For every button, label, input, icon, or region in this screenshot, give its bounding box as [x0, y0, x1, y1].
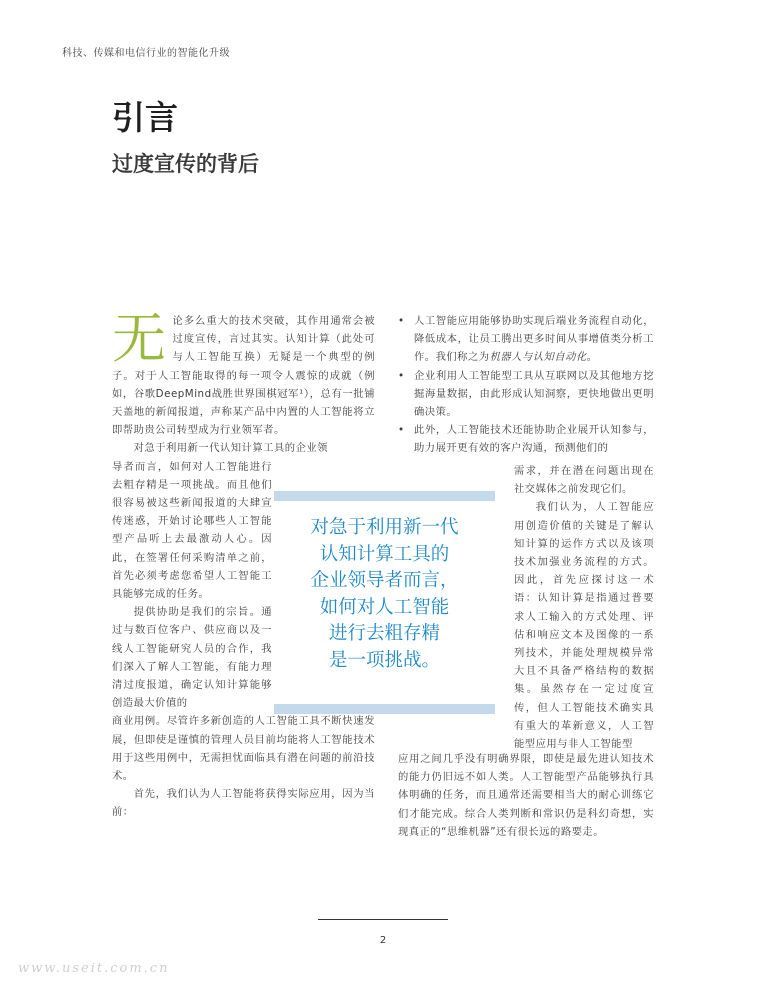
right-column-bullets: [398, 312, 654, 458]
pull-quote-rule-top: [274, 491, 495, 501]
pull-quote-line: 对急于利用新一代: [310, 517, 459, 538]
paragraph-3-body: 提供协助是我们的宗旨。通过与数百位客户、供应商以及一线人工智能研究人员的合作，我们深入了解人工智能，有能力理清过度报道，确定认知计算能够创造最大价值的: [112, 606, 272, 710]
watermark: www.useit.com.cn: [18, 961, 170, 976]
bullet-item: • 企业利用人工智能型工具从互联网以及其他地方挖掘海量数据，由此形成认知洞察，更快地做出更明确决策。: [398, 367, 654, 422]
pull-quote-text: [274, 515, 495, 674]
intro-text: 论多么重大的技术突破，其作用通常会被过度宣传，言过其实。认知计算（此处可与人工智能互换）无疑是一个典型的例子。对于人工智能取得的每一项令人震惊的成就（例如，谷歌DeepMind战胜世界围棋冠军¹），总有一批铺天盖地的新闻报道，声称某产品中内置的人工智能将立即帮助贵公司转型成为行业领军者。: [112, 315, 375, 437]
right-narrow-column: [514, 462, 654, 753]
right-paragraph-1: 需求，并在潜在问题出现在社交媒体之前发现它们。: [514, 465, 654, 496]
left-narrow-block: [112, 458, 272, 713]
paragraph-3-tail: 商业用例。尽管许多新创造的人工智能工具不断快速发展，但即使是谨慎的管理人员目前均能将人工智能技术用于这些用例中，无需担忧面临具有潜在问题的前沿技术。: [112, 715, 375, 783]
paragraph-4: 首先，我们认为人工智能将获得实际应用，因为当前：: [112, 788, 375, 819]
bullet-item: • 人工智能应用能够协助实现后端业务流程自动化，降低成本，让员工腾出更多时间从事增值类分析工作。我们称之为机器人与认知自动化。: [398, 312, 654, 367]
pull-quote: [274, 491, 495, 715]
section-subtitle: 过度宣传的背后: [112, 152, 259, 176]
section-title: 引言: [112, 98, 178, 137]
pull-quote-line: 是一项挑战。: [328, 649, 440, 671]
running-header: 科技、传媒和电信行业的智能化升级: [62, 48, 230, 59]
right-paragraph-tail: 应用之间几乎没有明确界限，即使是最先进认知技术的能力仍旧远不如人类。人工智能型产品能够执行具体明确的任务，而且通常还需要相当大的耐心训练它们才能完成。综合人类判断和常识仍是科幻奇想，实现真正的“思维机器”还有很长远的路要走。: [398, 753, 654, 838]
pull-quote-line: 认知计算工具的: [319, 543, 450, 565]
bullet-list: [398, 312, 654, 458]
bullet-item: • 此外，人工智能技术还能协助企业展开认知参与，助力展开更有效的客户沟通，预测他们的: [398, 421, 654, 457]
page-number: 2: [379, 935, 387, 946]
paragraph-2-lead: 对急于利用新一代认知计算工具的企业领: [133, 442, 328, 455]
pull-quote-line: 企业领导者而言，: [310, 570, 459, 591]
pull-quote-line: 如何对人工智能: [319, 596, 450, 618]
paragraph-2-body: 导者而言，如何对人工智能进行去粗存精是一项挑战。而且他们很容易被这些新闻报道的大肆宣传迷惑，开始讨论哪些人工智能型产品听上去最激动人心。因此，在签署任何采购清单之前，首先必须考虑您希望人工智能工具能够完成的任务。: [112, 460, 272, 601]
drop-cap: 无: [112, 307, 167, 370]
pull-quote-rule-bottom: [274, 704, 495, 714]
right-paragraph-2: 我们认为，人工智能应用创造价值的关键是了解认知计算的运作方式以及该项技术加强业务流程的方式。因此，首先应探讨这一术语：认知计算是指通过普要求人工输入的方式处理、评估和响应文本及图像的一系列技术，并能处理规模异常大且不具备严格结构的数据集。虽然存在一定过度宣传，但人工智能技术确实具有重大的革新意义，人工智能型应用与非人工智能型: [514, 501, 654, 751]
footer-rule: [318, 919, 448, 920]
pull-quote-line: 进行去粗存精: [328, 623, 440, 644]
right-column-tail: [398, 750, 654, 841]
intro-paragraph: [112, 307, 375, 439]
bullet-emphasis: 机器人与认知自动化: [489, 351, 587, 364]
